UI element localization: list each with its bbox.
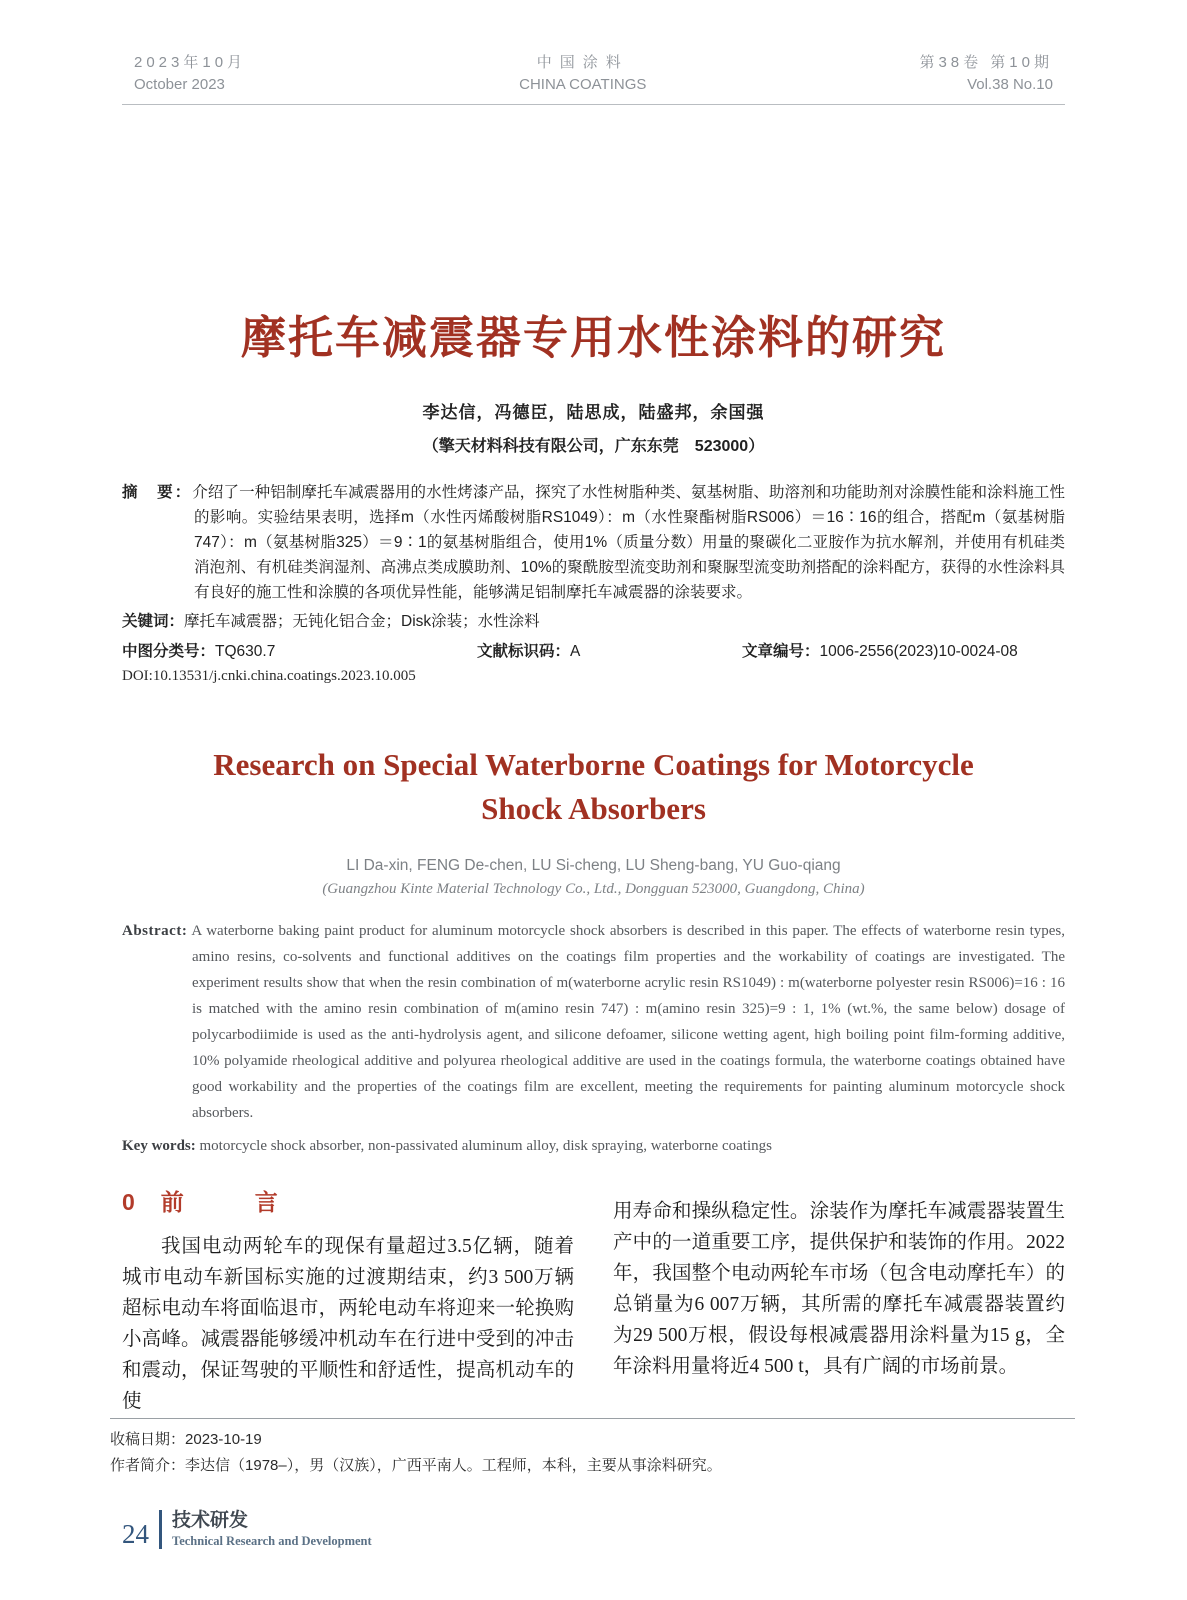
left-column (122, 1184, 574, 1417)
author-bio-value: 李达信（1978–），男（汉族），广西平南人。工程师，本科，主要从事涂料研究。 (185, 1457, 722, 1474)
affiliation-en: (Guangzhou Kinte Material Technology Co., Ltd., Dongguan 523000, Guangdong, China) (322, 881, 865, 897)
abstract-text-cn: 介绍了一种铝制摩托车减震器用的水性烤漆产品，探究了水性树脂种类、氨基树脂、助溶剂和功能助剂对涂膜性能和涂料施工性的影响。实验结果表明，选择m（水性丙烯酸树脂RS1049）：m（水性聚酯树脂RS006）＝16∶16的组合，搭配m（氨基树脂747）：m（氨基树脂325）＝9∶1的氨基树脂组合，使用1%（质量分数）用量的聚碳化二亚胺作为抗水解剂，并使用有机硅类消泡剂、有机硅类润湿剂、高沸点类成膜助剂、10%的聚酰胺型流变助剂和聚脲型流变助剂搭配的涂料配方，获得的水性涂料具有良好的施工性和涂膜的各项优异性能，能够满足铝制摩托车减震器的涂装要求。 (192, 484, 1065, 601)
section-number: 0 (122, 1189, 135, 1215)
article-id (742, 640, 1018, 664)
received-date-line (110, 1427, 1075, 1453)
keywords-text-en: motorcycle shock absorber, non-passivated aluminum alloy, disk spraying, waterborne coatings (199, 1138, 772, 1154)
keywords-text-cn: 摩托车减震器；无钝化铝合金；Disk涂装；水性涂料 (184, 613, 540, 630)
doi: DOI:10.13531/j.cnki.china.coatings.2023.10.005 (122, 668, 416, 684)
doc-code (477, 640, 742, 664)
article-id-value: 1006-2556(2023)10-0024-08 (819, 643, 1018, 660)
header-journal-cn: 中国涂料 (536, 54, 629, 71)
header-journal-name (519, 52, 646, 96)
journal-header (122, 52, 1065, 105)
received-date-value: 2023-10-19 (185, 1431, 262, 1448)
keywords-label-en: Key words: (122, 1138, 196, 1154)
section-title: 前 言 (160, 1189, 302, 1215)
keywords-label-cn: 关键词： (122, 613, 185, 630)
header-issue-en: Vol.38 No.10 (967, 76, 1053, 93)
article-title-cn: 摩托车减震器专用水性涂料的研究 (240, 312, 946, 363)
header-journal-en: CHINA COATINGS (519, 76, 647, 93)
keywords-en (122, 1134, 1065, 1158)
clc-number (122, 640, 477, 664)
clc-label: 中图分类号： (122, 643, 216, 660)
footer-column-en: Technical Research and Development (172, 1534, 372, 1548)
keywords-cn (122, 609, 1065, 634)
author-bio-label: 作者简介： (110, 1457, 186, 1474)
right-column (613, 1184, 1065, 1417)
abstract-label-en: Abstract: (122, 923, 188, 939)
classification-row (122, 640, 1065, 664)
doc-code-value: A (570, 643, 581, 660)
affiliation-cn: （擎天材料科技有限公司，广东东莞 523000） (422, 438, 765, 455)
author-bio-line (110, 1453, 1075, 1479)
footer-column-name (172, 1510, 372, 1549)
footnote (110, 1418, 1075, 1479)
abstract-text-en: A waterborne baking paint product for aluminum motorcycle shock absorbers is described in this paper. The effects of waterborne resin types, amino resins, co-solvents and functional additives on the coatings film properties and the workability of coatings are investigated. The experiment results show that when the resin combination of m(waterborne acrylic resin RS1049) : m(waterborne polyester resin RS006)=16 : 16 is matched with the amino resin combination of m(amino resin 747) : m(amino resin 325)=9 : 1, 1% (wt.%, the same below) dosage of polycarbodiimide is used as the anti-hydrolysis agent, and silicone defoamer, silicone wetting agent, high boiling point film-forming additive, 10% polyamide rheological additive and polyurea rheological additive are used in the coatings formula, the waterborne coatings obtained have good workability and the properties of the coatings film are excellent, meeting the requirements for painting aluminum motorcycle shock absorbers. (191, 923, 1065, 1121)
abstract-en (122, 918, 1065, 1126)
footer-divider (159, 1510, 162, 1549)
header-date-cn: 2023年10月 (134, 54, 247, 71)
article-id-label: 文章编号： (742, 643, 820, 660)
header-issue (919, 52, 1053, 96)
doc-code-label: 文献标识码： (477, 643, 571, 660)
article-title-en (122, 743, 1065, 831)
abstract-label-cn: 摘 要： (122, 484, 193, 501)
header-date (134, 52, 246, 96)
title-en-line2: Shock Absorbers (481, 791, 706, 826)
authors-en: LI Da-xin, FENG De-chen, LU Si-cheng, LU Sheng-bang, YU Guo-qiang (346, 857, 841, 874)
page-number: 24 (122, 1519, 149, 1549)
page-footer (122, 1510, 372, 1549)
clc-value: TQ630.7 (215, 643, 276, 660)
title-en-line1: Research on Special Waterborne Coatings for Motorcycle (213, 747, 974, 782)
body-paragraph-left: 我国电动两轮车的现保有量超过3.5亿辆，随着城市电动车新国标实施的过渡期结束，约3 500万辆超标电动车将面临退市，两轮电动车将迎来一轮换购小高峰。减震器能够缓冲机动车在行进中受到的冲击和震动，保证驾驶的平顺性和舒适性，提高机动车的使 (122, 1236, 574, 1412)
authors-cn: 李达信，冯德臣，陆思成，陆盛邦，余国强 (422, 403, 765, 422)
abstract-cn (122, 480, 1065, 605)
section-heading (122, 1184, 574, 1217)
header-issue-cn: 第38卷 第10期 (919, 54, 1053, 71)
body-paragraph-right: 用寿命和操纵稳定性。涂装作为摩托车减震器装置生产中的一道重要工序，提供保护和装饰的作用。2022年，我国整个电动两轮车市场（包含电动摩托车）的总销量为6 007万辆，其所需的摩托车减震器装置约为29 500万根，假设每根减震器用涂料量为15 g，全年涂料用量将近4 500 t，具有广阔的市场前景。 (613, 1201, 1065, 1377)
received-date-label: 收稿日期： (110, 1431, 186, 1448)
footer-column-cn: 技术研发 (172, 1510, 249, 1531)
body-columns (122, 1184, 1065, 1417)
header-date-en: October 2023 (134, 76, 225, 93)
